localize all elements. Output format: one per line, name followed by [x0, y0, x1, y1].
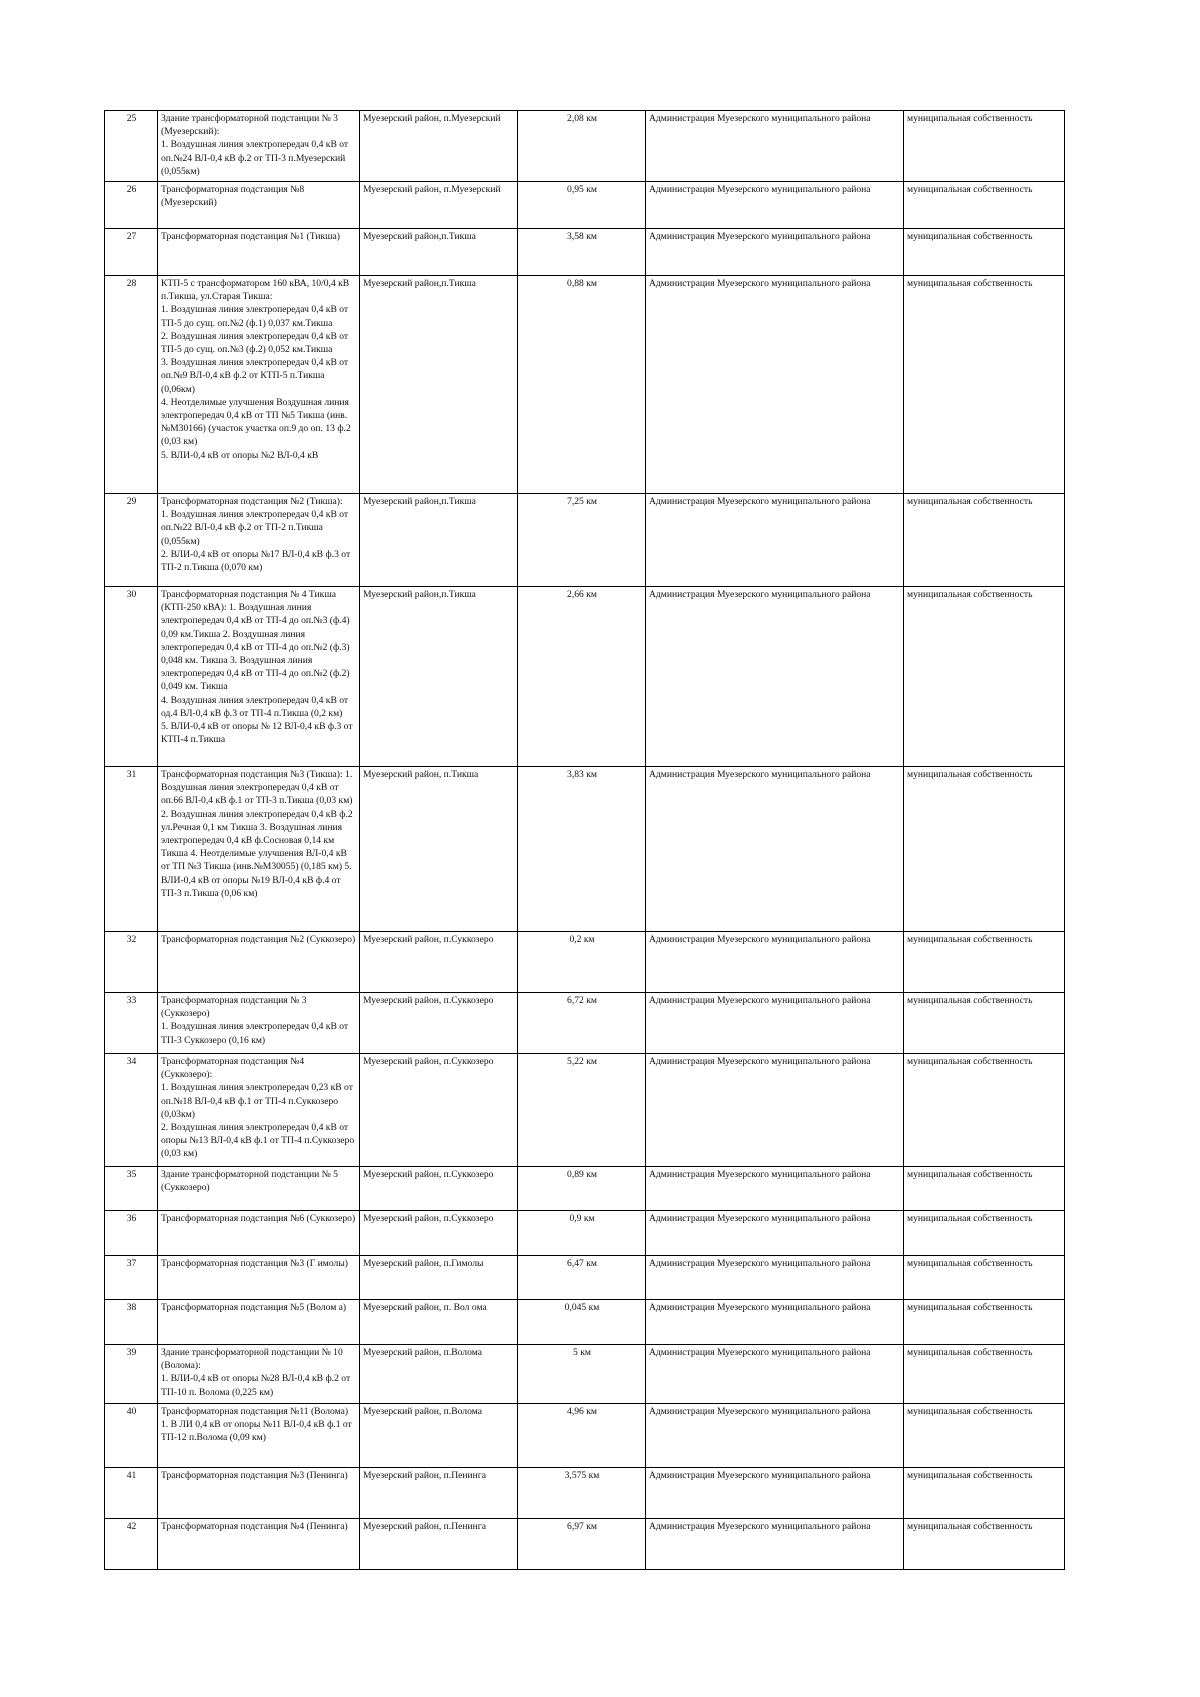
object-name: Трансформаторная подстанция №5 (Волом а) [158, 1300, 360, 1345]
ownership-type: муниципальная собственность [904, 587, 1065, 767]
rights-holder: Администрация Муезерского муниципального района [646, 1256, 904, 1300]
line-length: 0,9 км [518, 1211, 646, 1256]
ownership-type: муниципальная собственность [904, 1054, 1065, 1167]
row-number: 29 [105, 494, 158, 587]
rights-holder: Администрация Муезерского муниципального района [646, 229, 904, 276]
object-location: Муезерский район, п. Вол ома [360, 1300, 518, 1345]
table-row [105, 1167, 1065, 1211]
object-location: Муезерский район,п.Тикша [360, 587, 518, 767]
row-number: 42 [105, 1519, 158, 1570]
row-number: 26 [105, 182, 158, 229]
line-length: 0,2 км [518, 932, 646, 993]
object-name: Здание трансформаторной подстанции № 3 (Муезерский): 1. Воздушная линия электропередач 0,4 кВ от оп.№24 ВЛ-0,4 кВ ф.2 от ТП-3 п.Муезерский (0,055км) [158, 111, 360, 182]
rights-holder: Администрация Муезерского муниципального района [646, 1519, 904, 1570]
table-body [105, 111, 1065, 1570]
object-name: Здание трансформаторной подстанции № 10 (Волома): 1. ВЛИ-0,4 кВ от опоры №28 ВЛ-0,4 кВ ф.2 от ТП-10 п. Волома (0,225 км) [158, 1345, 360, 1404]
rights-holder: Администрация Муезерского муниципального района [646, 1404, 904, 1468]
object-name: Здание трансформаторной подстанции № 5 (Суккозеро) [158, 1167, 360, 1211]
object-name: Трансформаторная подстанция №4 (Суккозеро): 1. Воздушная линия электропередач 0,23 кВ от оп.№18 ВЛ-0,4 кВ ф.1 от ТП-4 п.Суккозеро (0,03км) 2. Воздушная линия электропередач 0,4 кВ от опоры №13 ВЛ-0,4 кВ ф.1 от ТП-4 п.Суккозеро (0,03 км) [158, 1054, 360, 1167]
line-length: 7,25 км [518, 494, 646, 587]
object-name: Трансформаторная подстанция №4 (Пенинга) [158, 1519, 360, 1570]
ownership-type: муниципальная собственность [904, 229, 1065, 276]
object-location: Муезерский район, п.Суккозеро [360, 1054, 518, 1167]
ownership-type: муниципальная собственность [904, 932, 1065, 993]
rights-holder: Администрация Муезерского муниципального района [646, 767, 904, 932]
line-length: 0,88 км [518, 276, 646, 494]
object-name: Трансформаторная подстанция №8 (Муезерский) [158, 182, 360, 229]
line-length: 0,89 км [518, 1167, 646, 1211]
object-location: Муезерский район, п.Суккозеро [360, 993, 518, 1054]
table-row [105, 587, 1065, 767]
object-location: Муезерский район,п.Тикша [360, 494, 518, 587]
ownership-type: муниципальная собственность [904, 276, 1065, 494]
rights-holder: Администрация Муезерского муниципального района [646, 111, 904, 182]
rights-holder: Администрация Муезерского муниципального района [646, 993, 904, 1054]
rights-holder: Администрация Муезерского муниципального района [646, 494, 904, 587]
document-page [104, 110, 1065, 1570]
line-length: 5,22 км [518, 1054, 646, 1167]
object-name: Трансформаторная подстанция №3 (Пенинга) [158, 1468, 360, 1519]
line-length: 6,97 км [518, 1519, 646, 1570]
rights-holder: Администрация Муезерского муниципального района [646, 1300, 904, 1345]
row-number: 40 [105, 1404, 158, 1468]
row-number: 30 [105, 587, 158, 767]
rights-holder: Администрация Муезерского муниципального района [646, 1054, 904, 1167]
object-location: Муезерский район, п.Пенинга [360, 1519, 518, 1570]
table-row [105, 993, 1065, 1054]
rights-holder: Администрация Муезерского муниципального района [646, 1167, 904, 1211]
rights-holder: Администрация Муезерского муниципального района [646, 182, 904, 229]
ownership-type: муниципальная собственность [904, 1300, 1065, 1345]
table-row [105, 1211, 1065, 1256]
object-location: Муезерский район, п.Волома [360, 1345, 518, 1404]
ownership-type: муниципальная собственность [904, 494, 1065, 587]
table-row [105, 276, 1065, 494]
object-name: КТП-5 с трансформатором 160 кВА, 10/0,4 кВ п.Тикша, ул.Старая Тикша: 1. Воздушная линия электропередач 0,4 кВ от ТП-5 до сущ. оп.№2 (ф.1) 0,037 км.Тикша 2. Воздушная линия электропередач 0,4 кВ от ТП-5 до сущ. оп.№3 (ф.2) 0,052 км.Тикша 3. Воздушная линия электропередач 0,4 кВ от оп.№9 ВЛ-0,4 кВ ф.2 от КТП-5 п.Тикша (0,06км) 4. Неотделимые улучшения Воздушная линия электропередач 0,4 кВ от ТП №5 Тикша (инв.№М30166) (участок участка оп.9 до оп. 13 ф.2 (0,03 км) 5. ВЛИ-0,4 кВ от опоры №2 ВЛ-0,4 кВ [158, 276, 360, 494]
ownership-type: муниципальная собственность [904, 767, 1065, 932]
table-row [105, 1345, 1065, 1404]
object-name: Трансформаторная подстанция №1 (Тикша) [158, 229, 360, 276]
object-name: Трансформаторная подстанция №3 (Г имолы) [158, 1256, 360, 1300]
ownership-type: муниципальная собственность [904, 111, 1065, 182]
table-row [105, 111, 1065, 182]
ownership-type: муниципальная собственность [904, 1167, 1065, 1211]
object-location: Муезерский район, п.Муезерский [360, 111, 518, 182]
object-location: Муезерский район, п.Гимолы [360, 1256, 518, 1300]
ownership-type: муниципальная собственность [904, 1256, 1065, 1300]
line-length: 3,575 км [518, 1468, 646, 1519]
object-name: Трансформаторная подстанция №11 (Волома) 1. В ЛИ 0,4 кВ от опоры №11 ВЛ-0,4 кВ ф.1 от ТП-12 п.Волома (0,09 км) [158, 1404, 360, 1468]
table-row [105, 1468, 1065, 1519]
table-row [105, 1300, 1065, 1345]
line-length: 0,95 км [518, 182, 646, 229]
row-number: 36 [105, 1211, 158, 1256]
line-length: 6,72 км [518, 993, 646, 1054]
row-number: 33 [105, 993, 158, 1054]
rights-holder: Администрация Муезерского муниципального района [646, 1345, 904, 1404]
row-number: 34 [105, 1054, 158, 1167]
rights-holder: Администрация Муезерского муниципального района [646, 1468, 904, 1519]
object-location: Муезерский район, п.Волома [360, 1404, 518, 1468]
table-row [105, 229, 1065, 276]
object-location: Муезерский район, п.Суккозеро [360, 1167, 518, 1211]
table-row [105, 494, 1065, 587]
object-name: Трансформаторная подстанция №2 (Тикша): 1. Воздушная линия электропередач 0,4 кВ от оп.№22 ВЛ-0,4 кВ ф.2 от ТП-2 п.Тикша (0,055км) 2. ВЛИ-0,4 кВ от опоры №17 ВЛ-0,4 кВ ф.3 от ТП-2 п.Тикша (0,070 км) [158, 494, 360, 587]
line-length: 6,47 км [518, 1256, 646, 1300]
line-length: 0,045 км [518, 1300, 646, 1345]
object-name: Трансформаторная подстанция №6 (Суккозеро) [158, 1211, 360, 1256]
rights-holder: Администрация Муезерского муниципального района [646, 932, 904, 993]
table-row [105, 1519, 1065, 1570]
object-name: Трансформаторная подстанция №3 (Тикша): 1. Воздушная линия электропередач 0,4 кВ от оп.66 ВЛ-0,4 кВ ф.1 от ТП-3 п.Тикша (0,03 км) 2. Воздушная линия электропередач 0,4 кВ ф.2 ул.Речная 0,1 км Тикша 3. Воздушная линия электропередач 0,4 кВ ф.Сосновая 0,14 км Тикша 4. Неотделимые улучшения ВЛ-0,4 кВ от ТП №3 Тикша (инв.№М30055) (0,185 км) 5. ВЛИ-0,4 кВ от опоры №19 ВЛ-0,4 кВ ф.4 от ТП-3 п.Тикша (0,06 км) [158, 767, 360, 932]
table-row [105, 1404, 1065, 1468]
object-location: Муезерский район,п.Тикша [360, 276, 518, 494]
line-length: 5 км [518, 1345, 646, 1404]
table-row [105, 1256, 1065, 1300]
line-length: 4,96 км [518, 1404, 646, 1468]
row-number: 37 [105, 1256, 158, 1300]
row-number: 27 [105, 229, 158, 276]
object-location: Муезерский район, п.Суккозеро [360, 932, 518, 993]
line-length: 2,66 км [518, 587, 646, 767]
ownership-type: муниципальная собственность [904, 1468, 1065, 1519]
table-row [105, 932, 1065, 993]
property-registry-table [104, 110, 1065, 1570]
ownership-type: муниципальная собственность [904, 1345, 1065, 1404]
object-location: Муезерский район, п.Пенинга [360, 1468, 518, 1519]
row-number: 32 [105, 932, 158, 993]
table-row [105, 182, 1065, 229]
row-number: 38 [105, 1300, 158, 1345]
row-number: 35 [105, 1167, 158, 1211]
row-number: 28 [105, 276, 158, 494]
rights-holder: Администрация Муезерского муниципального района [646, 1211, 904, 1256]
line-length: 3,83 км [518, 767, 646, 932]
line-length: 3,58 км [518, 229, 646, 276]
table-row [105, 1054, 1065, 1167]
object-name: Трансформаторная подстанция № 4 Тикша (КТП-250 кВА): 1. Воздушная линия электропередач 0,4 кВ от ТП-4 до оп.№3 (ф.4) 0,09 км.Тикша 2. Воздушная линия электропередач 0,4 кВ от ТП-4 до оп.№2 (ф.3) 0,048 км. Тикша 3. Воздушная линия электропередач 0,4 кВ от ТП-4 до оп.№2 (ф.2) 0,049 км. Тикша 4. Воздушная линия электропередач 0,4 кВ от од.4 ВЛ-0,4 кВ ф.3 от ТП-4 п.Тикша (0,2 км) 5. ВЛИ-0,4 кВ от опоры № 12 ВЛ-0,4 кВ ф.3 от КТП-4 п.Тикша [158, 587, 360, 767]
object-location: Муезерский район,п.Тикша [360, 229, 518, 276]
row-number: 31 [105, 767, 158, 932]
object-name: Трансформаторная подстанция № 3 (Суккозеро) 1. Воздушная линия электропередач 0,4 кВ от ТП-3 Суккозеро (0,16 км) [158, 993, 360, 1054]
object-location: Муезерский район, п.Тикша [360, 767, 518, 932]
object-location: Муезерский район, п.Суккозеро [360, 1211, 518, 1256]
rights-holder: Администрация Муезерского муниципального района [646, 587, 904, 767]
ownership-type: муниципальная собственность [904, 1404, 1065, 1468]
object-location: Муезерский район, п.Муезерский [360, 182, 518, 229]
row-number: 39 [105, 1345, 158, 1404]
ownership-type: муниципальная собственность [904, 1211, 1065, 1256]
ownership-type: муниципальная собственность [904, 1519, 1065, 1570]
table-row [105, 767, 1065, 932]
rights-holder: Администрация Муезерского муниципального района [646, 276, 904, 494]
ownership-type: муниципальная собственность [904, 993, 1065, 1054]
ownership-type: муниципальная собственность [904, 182, 1065, 229]
row-number: 25 [105, 111, 158, 182]
row-number: 41 [105, 1468, 158, 1519]
object-name: Трансформаторная подстанция №2 (Суккозеро) [158, 932, 360, 993]
line-length: 2,08 км [518, 111, 646, 182]
